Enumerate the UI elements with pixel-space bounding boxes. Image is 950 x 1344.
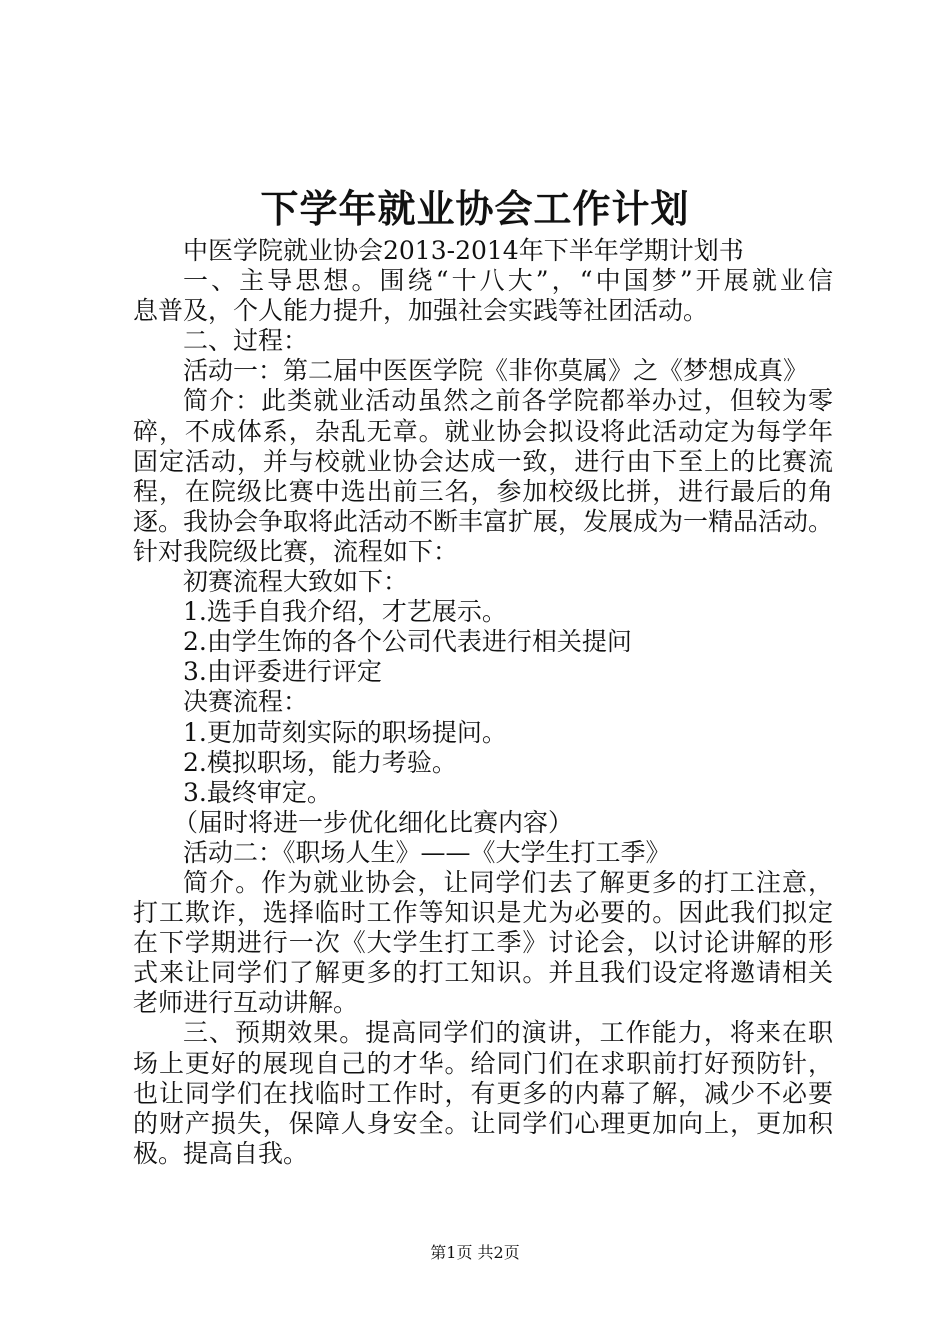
paragraph-line: 逐。我协会争取将此活动不断丰富扩展，发展成为一精品活动。 bbox=[133, 506, 834, 536]
paragraph-line: 固定活动，并与校就业协会达成一致，进行由下至上的比赛流 bbox=[133, 446, 833, 476]
paragraph-line: （届时将进一步优化细化比赛内容） bbox=[173, 807, 574, 837]
paragraph-line: 程，在院级比赛中选出前三名，参加校级比拼，进行最后的角 bbox=[133, 476, 833, 506]
paragraph-line: 在下学期进行一次《大学生打工季》讨论会，以讨论讲解的形 bbox=[133, 928, 833, 958]
paragraph-line: 也让同学们在找临时工作时，有更多的内幕了解，减少不必要 bbox=[133, 1078, 833, 1108]
page-number: 第1页 共2页 bbox=[430, 1243, 520, 1262]
paragraph-line: 针对我院级比赛，流程如下： bbox=[133, 536, 459, 566]
paragraph-line: 打工欺诈，选择临时工作等知识是尤为必要的。因此我们拟定 bbox=[133, 898, 833, 928]
paragraph-line: 的财产损失，保障人身安全。让同学们心理更加向上，更加积 bbox=[133, 1108, 833, 1138]
paragraph-line: 简介。作为就业协会，让同学们去了解更多的打工注意， bbox=[183, 867, 833, 897]
list-item: 3.由评委进行评定 bbox=[183, 657, 382, 687]
paragraph-line: 极。提高自我。 bbox=[133, 1138, 309, 1168]
document-title: 下学年就业协会工作计划 bbox=[260, 186, 690, 231]
paragraph-line: 决赛流程： bbox=[183, 687, 309, 717]
list-item: 1.选手自我介绍，才艺展示。 bbox=[183, 597, 507, 627]
paragraph-line: 三、预期效果。提高同学们的演讲，工作能力，将来在职 bbox=[183, 1018, 833, 1048]
list-item: 3.最终审定。 bbox=[183, 777, 332, 807]
list-item: 2.模拟职场，能力考验。 bbox=[183, 747, 457, 777]
paragraph-line: 碎，不成体系，杂乱无章。就业协会拟设将此活动定为每学年 bbox=[133, 416, 833, 446]
document-body bbox=[133, 236, 833, 1169]
paragraph-line: 活动二：《职场人生》——《大学生打工季》 bbox=[183, 837, 671, 867]
paragraph-line: 中医学院就业协会2013-2014年下半年学期计划书 bbox=[183, 236, 744, 265]
paragraph-line: 息普及，个人能力提升，加强社会实践等社团活动。 bbox=[133, 296, 709, 326]
list-item: 1.更加苛刻实际的职场提问。 bbox=[183, 717, 507, 747]
paragraph-line: 场上更好的展现自己的才华。给同门们在求职前打好预防针， bbox=[133, 1048, 833, 1078]
list-item: 2.由学生饰的各个公司代表进行相关提问 bbox=[183, 627, 632, 657]
paragraph-line: 一、主导思想。围绕“十八大”，“中国梦”开展就业信 bbox=[183, 266, 833, 296]
paragraph-line: 初赛流程大致如下： bbox=[183, 567, 409, 597]
paragraph-line: 二、过程： bbox=[183, 326, 309, 356]
paragraph-line: 简介：此类就业活动虽然之前各学院都举办过，但较为零 bbox=[183, 386, 833, 416]
paragraph-line: 式来让同学们了解更多的打工知识。并且我们设定将邀请相关 bbox=[133, 958, 833, 988]
paragraph-line: 老师进行互动讲解。 bbox=[133, 988, 359, 1018]
paragraph-line: 活动一：第二届中医医学院《非你莫属》之《梦想成真》 bbox=[183, 356, 809, 386]
